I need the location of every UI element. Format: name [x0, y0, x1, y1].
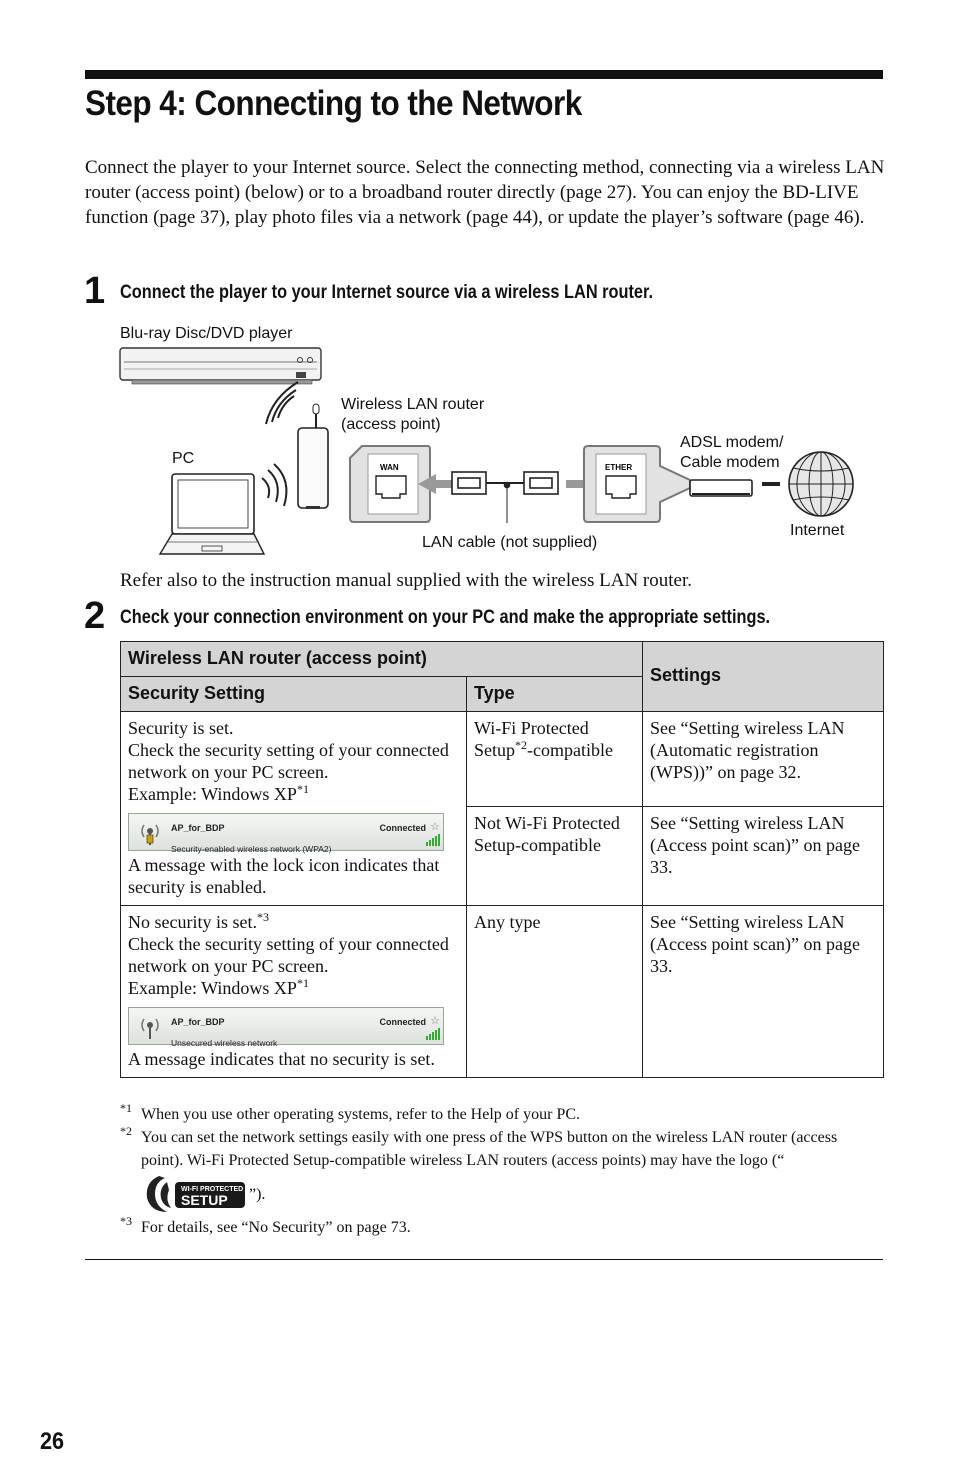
header-type: Type [467, 677, 643, 712]
footnote-text-end: ”). [249, 1186, 266, 1203]
step-2-text: Check your connection environment on your PC and make the appropriate settings. [120, 607, 771, 628]
star-icon: ☆ [430, 1015, 440, 1027]
router-label-line2: (access point) [341, 416, 441, 433]
player-label: Blu-ray Disc/DVD player [120, 325, 293, 342]
network-screenshot-unsecured [128, 1007, 444, 1048]
security-caption: A message indicates that no security is set. [128, 1049, 435, 1069]
cable-label: LAN cable (not supplied) [422, 534, 598, 551]
modem-label-line2: Cable modem [680, 454, 780, 471]
footer-rule [85, 1259, 883, 1260]
footnote-text: You can set the network settings easily with one press of the WPS button on the wireless LAN router (access point). Wi-Fi Protected Setup-compatible wireless LAN routers (access points) may have the logo (“ [141, 1129, 838, 1169]
refer-note: Refer also to the instruction manual supplied with the wireless LAN router. [120, 570, 692, 591]
example-text: Example: Windows XP [128, 784, 297, 804]
footnote-text: When you use other operating systems, refer to the Help of your PC. [141, 1106, 581, 1123]
ssid-text: AP_for_BDP [171, 1017, 225, 1027]
pc-label: PC [172, 450, 195, 467]
type-nonwps-cell: Not Wi-Fi Protected Setup-compatible [467, 807, 643, 906]
laptop-icon [160, 474, 264, 554]
table-row [121, 906, 884, 1078]
footnote-mark: *3 [256, 910, 269, 924]
header-settings: Settings [643, 642, 884, 712]
step-2-number: 2 [84, 595, 106, 637]
signal-bars-icon [426, 834, 440, 846]
header-rule [85, 70, 883, 79]
type-wps-cell [467, 712, 643, 807]
lock-icon [147, 835, 153, 843]
header-security: Security Setting [121, 677, 467, 712]
security-status: Security is set. [128, 718, 234, 738]
footnotes [120, 1103, 883, 1239]
footnote-1 [120, 1103, 883, 1126]
network-screenshot-secure [128, 813, 444, 854]
example-text: Example: Windows XP [128, 978, 297, 998]
wireless-antenna-icon [137, 820, 163, 846]
logo-bottom-text: SETUP [181, 1192, 228, 1208]
wan-port-label: WAN [380, 463, 399, 472]
footnote-mark: *2 [515, 738, 528, 752]
step-1-text: Connect the player to your Internet source via a wireless LAN router. [120, 282, 654, 303]
no-security-cell [121, 906, 467, 1078]
settings-scan-cell: See “Setting wireless LAN (Access point scan)” on page 33. [643, 807, 884, 906]
wireless-antenna-icon [137, 1014, 163, 1040]
type-wps-suffix: -compatible [527, 740, 613, 760]
wifi-signal-icon [262, 464, 286, 506]
footnote-mark: *3 [120, 1214, 132, 1228]
example-line [128, 977, 459, 999]
footnote-mark: *1 [120, 1101, 132, 1115]
logo-top-text: WI-FI PROTECTED [181, 1186, 244, 1193]
settings-wps-cell: See “Setting wireless LAN (Automatic registration (WPS))” on page 32. [643, 712, 884, 807]
step-1-number: 1 [84, 270, 106, 312]
settings-any-cell: See “Setting wireless LAN (Access point scan)” on page 33. [643, 906, 884, 1078]
page-number: 26 [40, 1428, 65, 1455]
type-any-cell: Any type [467, 906, 643, 1078]
network-diagram [110, 318, 870, 566]
security-status-line [128, 911, 459, 933]
security-instruction: Check the security setting of your connected network on your PC screen. [128, 740, 449, 782]
security-caption: A message with the lock icon indicates that security is enabled. [128, 855, 440, 897]
footnote-2 [120, 1126, 883, 1216]
globe-icon [789, 452, 853, 516]
signal-bars-icon [426, 1028, 440, 1040]
lan-cable-icon [452, 472, 558, 523]
connection-status: Connected [379, 1017, 426, 1027]
footnote-mark: *1 [296, 782, 309, 796]
settings-table [120, 641, 884, 1078]
security-status: No security is set. [128, 912, 257, 932]
ether-port-label: ETHER [605, 463, 633, 472]
star-icon: ☆ [430, 821, 440, 833]
type-wps-text: Wi-Fi Protected Setup [474, 718, 589, 760]
router-label-line1: Wireless LAN router [341, 396, 485, 413]
table-row [121, 712, 884, 807]
wifi-protected-setup-logo [141, 1172, 249, 1216]
example-line [128, 783, 459, 805]
security-set-cell [121, 712, 467, 906]
footnote-text: For details, see “No Security” on page 73. [141, 1219, 411, 1236]
ssid-text: AP_for_BDP [171, 823, 225, 833]
header-router: Wireless LAN router (access point) [121, 642, 643, 677]
bluray-player-icon [120, 348, 321, 384]
ether-port-icon [584, 446, 690, 522]
security-instruction: Check the security setting of your connected network on your PC screen. [128, 934, 449, 976]
footnote-mark: *1 [296, 976, 309, 990]
modem-icon [690, 480, 780, 496]
table-header-row [121, 642, 884, 677]
wifi-signal-icon [266, 382, 298, 424]
intro-paragraph: Connect the player to your Internet source. Select the connecting method, connecting via a wireless LAN router (access point) (below) or to a broadband router directly (page 27). You can enjoy the BD-LIVE function (page 37), play photo files via a network (page 44), or update the player’s software (page 46). [85, 157, 885, 228]
wireless-router-icon [298, 404, 328, 509]
modem-label-line1: ADSL modem/ [680, 434, 784, 451]
footnote-mark: *2 [120, 1124, 132, 1138]
page-title: Step 4: Connecting to the Network [85, 84, 582, 123]
network-description: Security-enabled wireless network (WPA2) [171, 844, 332, 854]
internet-label: Internet [790, 522, 845, 539]
connection-status: Connected [379, 823, 426, 833]
network-description: Unsecured wireless network [171, 1038, 278, 1048]
footnote-3 [120, 1216, 883, 1239]
